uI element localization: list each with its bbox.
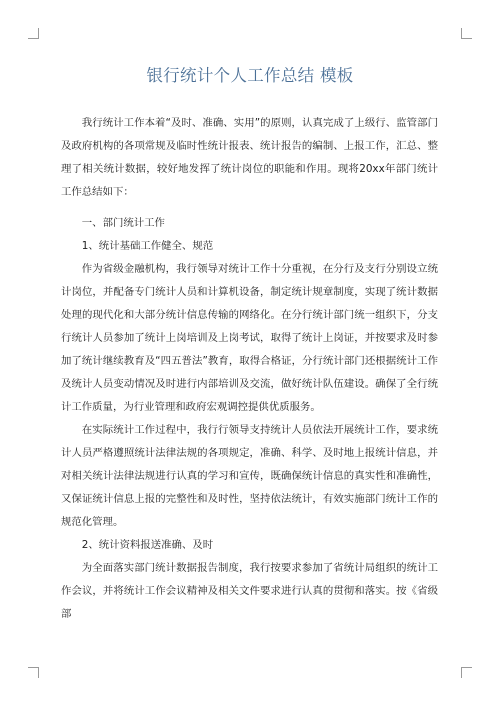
intro-paragraph: 我行统计工作本着“及时、准确、实用”的原则，认真完成了上级行、监管部门及政府机构的各项常规及临时性统计报表、统计报告的编制、上报工作，汇总、整理了相关统计数据，较好地发挥了统计岗位的职能和作用。现将20xx年部门统计工作总结如下： [61, 117, 438, 198]
crop-mark-top-right [461, 28, 472, 39]
body-paragraph-2: 在实际统计工作过程中，我行行领导支持统计人员依法开展统计工作，要求统计人员严格遵照统计法律法规的各项规定，准确、科学、及时地上报统计信息，并对相关统计法律法规进行认真的学习和宣传，既确保统计信息的真实性和准确性，又保证统计信息上报的完整性和及时性，坚持依法统计，有效实施部门统计工作的规范化管理。 [61, 424, 438, 528]
section-heading-1: 一、部门统计工作 [81, 217, 165, 229]
subsection-heading-1: 1、统计基础工作健全、规范 [81, 240, 214, 252]
crop-mark-top-left [28, 28, 39, 39]
body-paragraph-1: 作为省级金融机构，我行领导对统计工作十分重视，在分行及支行分别设立统计岗位，并配备专门统计人员和计算机设备，制定统计规章制度，实现了统计数据处理的现代化和大部分统计信息传输的网络化。在分行统计部门统一组织下，分支行统计人员参加了统计上岗培训及上岗考试，取得了统计上岗证，并按要求及时参加了统计继续教育及“四五普法”教育，取得合格证，分行统计部门还根据统计工作及统计人员变动情况及时进行内部培训及交流，做好统计队伍建设。确保了全行统计工作质量，为行业管理和政府宏观调控提供优质服务。 [61, 263, 438, 413]
body-paragraph-3: 为全面落实部门统计数据报告制度，我行按要求参加了省统计局组织的统计工作会议，并将统计工作会议精神及相关文件要求进行认真的贯彻和落实。按《省级部 [61, 562, 438, 620]
crop-mark-bottom-right [461, 667, 472, 678]
document-body [61, 112, 438, 626]
crop-mark-bottom-left [28, 667, 39, 678]
subsection-heading-2: 2、统计资料报送准确、及时 [81, 539, 214, 551]
document-title: 银行统计个人工作总结 模板 [146, 66, 354, 85]
